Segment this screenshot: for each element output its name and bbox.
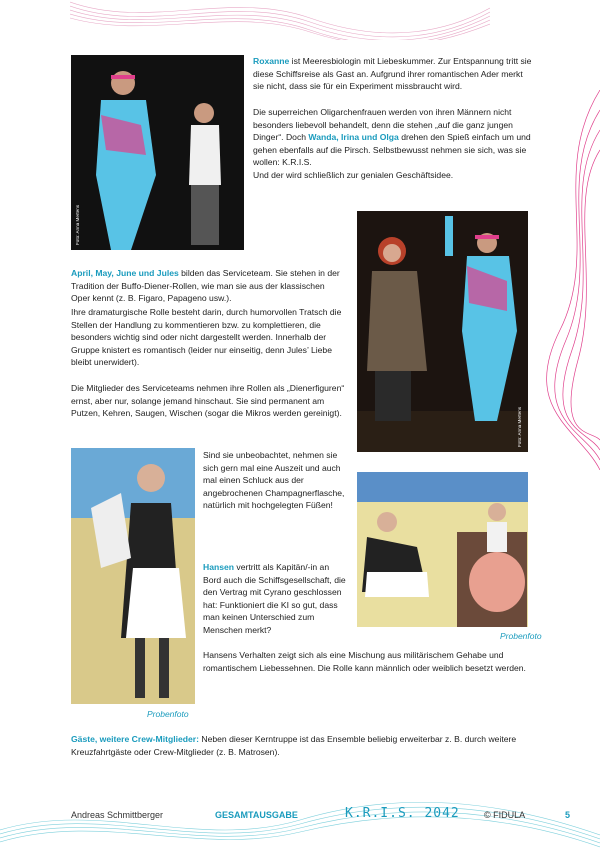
guests-text: Neben dieser Kerntruppe ist das Ensemble beliebig erweiterbar z. B. durch weitere Kreuzfahrtgäste oder Crew-Mitglieder (z. B. Matrosen). [71,734,517,757]
footer-page-number: 5 [565,810,571,820]
roxanne-paragraph [253,55,535,93]
hansen-paragraph-2 [203,649,533,674]
roxanne-text: ist Meeresbiologin mit Liebeskummer. Zur Entspannung tritt sie diese Schiffsreise als Gast an. Aufgrund ihrer romantischen Ader merkt sie nicht, dass sie für ein Experiment missbraucht wird. [253,56,532,92]
unobserved-paragraph [203,449,348,512]
service-names: April, May, June und Jules [71,268,179,278]
footer-edition: GESAMTAUSGABE [215,810,298,820]
hansen-paragraph [203,561,348,637]
group-photo-illustration [357,472,528,627]
footer-publisher: © FIDULA [484,810,526,820]
photo-cast-scene [357,211,528,452]
photo-group-rehearsal [357,472,528,627]
hansen-name: Hansen [203,562,235,572]
oligarchs-line2: Und der wird schließlich zur genialen Geschäftsidee. [253,169,454,180]
oligarchs-paragraph [253,106,538,182]
footer-title: K.R.I.S. 2042 [345,806,460,821]
guests-paragraph [71,733,531,758]
photo-credit: Foto: Anna Mertens [75,204,80,245]
footer-author: Andreas Schmittberger [71,810,164,820]
oligarchs-names: Wanda, Irina und Olga [308,132,399,143]
unobserved-text: Sind sie unbeobachtet, nehmen sie sich gern mal eine Auszeit und auch mal einen Schluck aus der angebrochenen Champagnerflasche, natürlich mit hochgelegten Füßen! [203,450,345,511]
right-wave-decoration [540,90,600,470]
service-paragraph-2 [71,306,346,369]
photo-caption-2: Probenfoto [500,631,542,641]
photo-roxanne-scene [71,55,244,250]
photo-maid-rehearsal [71,448,195,704]
oligarchs-pre: Die superreichen Oligarchenfrauen werden von ihren Männern nicht besonders liebevoll behandelt, denn die stehen „auf die ganz jungen Dinger“. Doch [253,107,513,143]
photo-credit-2: Foto: Anna Mertens [517,406,522,447]
service-text3: Die Mitglieder des Serviceteams nehmen ihre Rollen als „Dienerfiguren“ ernst, aber nur, solange jemand hinschaut. Sie sind permanent am Putzen, Kehren, Saugen, Wischen (sogar die Mikros werden gereinigt). [71,383,345,419]
guests-name: Gäste, weitere Crew-Mitglieder: [71,734,199,744]
service-text1: bilden das Serviceteam. Sie stehen in der Tradition der Buffo-Diener-Rollen, wie man sie aus der klassischen Oper kennt (z. B. Figaro, Papageno usw.). [71,268,340,304]
service-paragraph-1 [71,267,346,305]
oligarchs-post: drehen den Spieß einfach um und gehen ebenfalls auf die Pirsch. Selbstbewusst nehmen sie sich, was sie wollen: K.R.I.S. [253,132,531,168]
hansen-text2: Hansens Verhalten zeigt sich als eine Mischung aus militärischem Gehabe und romantischem Liebessehnen. Die Rolle kann männlich oder weiblich besetzt werden. [203,650,526,673]
service-paragraph-3 [71,382,346,420]
roxanne-name: Roxanne [253,56,290,66]
rehearsal-photo-illustration [71,448,195,704]
hansen-text: vertritt als Kapitän/-in an Bord auch die Schiffsgesellschaft, die den Vertrag mit Cyrano geschlossen hat: Funktioniert die KI so gut, dass man keinen Unterschied zum Menschen merkt? [203,562,346,635]
stage-photo-illustration [71,55,244,250]
stage-photo-illustration-2 [357,211,528,452]
photo-caption-1: Probenfoto [147,709,189,719]
service-text2: Ihre dramaturgische Rolle besteht darin, durch humorvollen Tratsch die Stellen der Handlung zu kommentieren bzw. zu komplettieren, die besonders wichtig sind oder nicht dargestellt werden. Innerhalb der Gruppe knistert es romantisch (leider nur einseitig, denn Jules’ Liebe bleibt unerwidert). [71,307,342,368]
top-wave-decoration [70,0,490,40]
